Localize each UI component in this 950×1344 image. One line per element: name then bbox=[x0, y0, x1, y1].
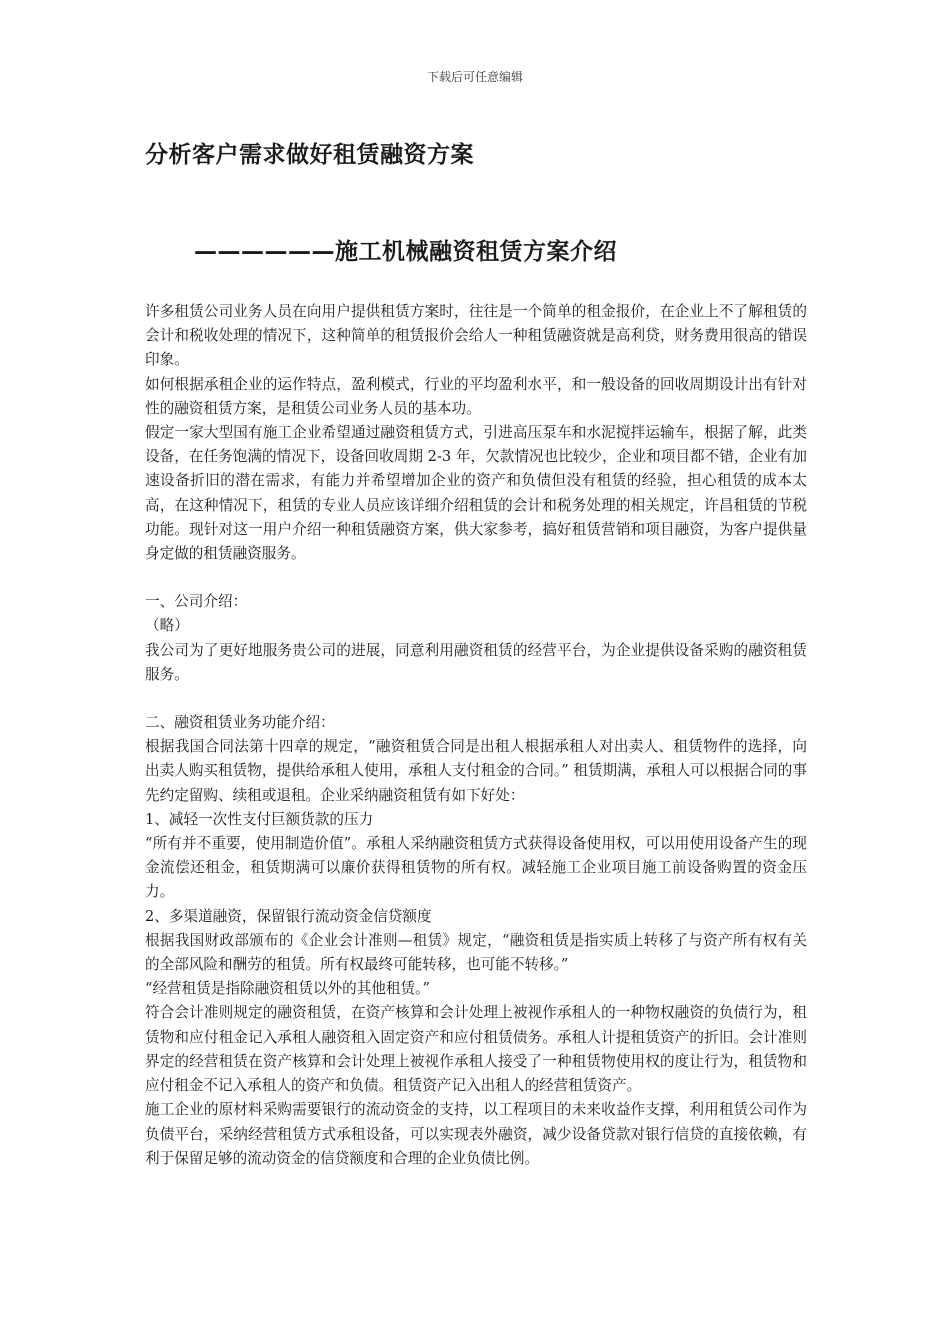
point-2-title: 2、多渠道融资，保留银行流动资金信贷额度 bbox=[145, 907, 432, 925]
point-1-title: 1、减轻一次性支付巨额货款的压力 bbox=[145, 810, 374, 828]
section-2-heading: 二、融资租赁业务功能介绍： bbox=[145, 714, 335, 732]
section-1-heading: 一、公司介绍： bbox=[145, 593, 248, 611]
section-2-intro: 根据我国合同法第十四章的规定，“融资租赁合同是出租人根据承租人对出卖人、租赁物件的选择，向出卖人购买租赁物，提供给承租人使用，承租人支付租金的合同。” 租赁期满，承租人可以根据合同的事先约定留购、续租或退租。企业采纳融资租赁有如下好处： bbox=[145, 738, 807, 804]
section-1-text: 我公司为了更好地服务贵公司的进展，同意利用融资租赁的经营平台，为企业提供设备采购的融资租赁服务。 bbox=[145, 641, 807, 683]
point-2-text-1: 根据我国财政部颁布的《企业会计准则—租赁》规定，“融资租赁是指实质上转移了与资产所有权有关的全部风险和酬劳的租赁。所有权最终可能转移，也可能不转移。” bbox=[145, 931, 807, 974]
point-2-text-3: 符合会计准则规定的融资租赁，在资产核算和会计处理上被视作承租人的一种物权融资的负债行为，租赁物和应付租金记入承租人融资租入固定资产和应付租赁债务。承租人计提租赁资产的折旧。会计准则界定的经营租赁在资产核算和会计处理上被视作承租人接受了一种租赁物使用权的度让行为，租赁物和应付租金不记入承租人的资产和负债。租赁资产记入出租人的经营租赁资产。 bbox=[145, 1004, 807, 1095]
document-body bbox=[145, 300, 807, 1171]
page-header-note: 下载后可任意编辑 bbox=[426, 70, 523, 84]
intro-paragraph-2: 如何根据承租企业的运作特点，盈利模式，行业的平均盈利水平，和一般设备的回收周期设计出有针对性的融资租赁方案，是租赁公司业务人员的基本功。 bbox=[145, 375, 807, 417]
intro-paragraph-3: 假定一家大型国有施工企业希望通过融资租赁方式，引进高压泵车和水泥搅拌运输车，根据了解，此类设备，在任务饱满的情况下，设备回收周期 2-3 年，欠款情况也比较少，企业和项目都不错，企业有加速设备折旧的潜在需求，有能力并希望增加企业的资产和负债但没有租赁的经验，担心租赁的成本太高，在这种情况下，租赁的专业人员应该详细介绍租赁的会计和税务处理的相关规定，许昌租赁的节税功能。现针对这一用户介绍一种租赁融资方案，供大家参考，搞好租赁营销和项目融资，为客户提供量身定做的租赁融资服务。 bbox=[145, 424, 807, 563]
document-subtitle: ——————施工机械融资租赁方案介绍 bbox=[194, 239, 617, 265]
spacer bbox=[145, 687, 807, 711]
document-title: 分析客户需求做好租赁融资方案 bbox=[145, 142, 474, 168]
intro-paragraph-1: 许多租赁公司业务人员在向用户提供租赁方案时，往往是一个简单的租金报价，在企业上不了解租赁的会计和税收处理的情况下，这种简单的租赁报价会给人一种租赁融资就是高利贷，财务费用很高的错误印象。 bbox=[145, 303, 807, 369]
point-2-text-4: 施工企业的原材料采购需要银行的流动资金的支持，以工程项目的未来收益作支撑，利用租赁公司作为负债平台，采纳经营租赁方式承租设备，可以实现表外融资，减少设备贷款对银行信贷的直接依赖，有利于保留足够的流动资金的信贷额度和合理的企业负债比例。 bbox=[145, 1101, 807, 1167]
section-1-note: （略） bbox=[145, 617, 189, 635]
point-1-text: “所有并不重要，使用制造价值”。承租人采纳融资租赁方式获得设备使用权，可以用使用设备产生的现金流偿还租金，租赁期满可以廉价获得租赁物的所有权。减轻施工企业项目施工前设备购置的资金压力。 bbox=[145, 835, 807, 901]
spacer bbox=[145, 566, 807, 590]
point-2-text-2: “经营租赁是指除融资租赁以外的其他租赁。” bbox=[145, 980, 430, 998]
